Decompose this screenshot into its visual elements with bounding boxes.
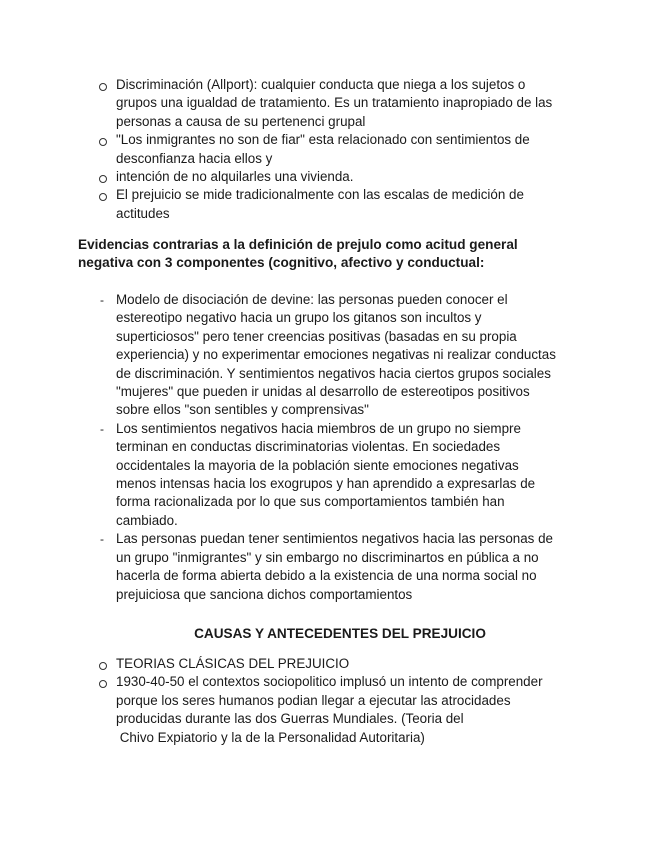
text-line: hacerla de forma abierta debido a la existencia de una norma social no (116, 568, 537, 584)
dash-bullet-icon: - (100, 421, 104, 436)
text-line: Los sentimientos negativos hacia miembros de un grupo no siempre (116, 420, 521, 436)
text-line: cambiado. (116, 512, 178, 528)
text-line: experiencia) y no experimentar emociones negativas ni realizar conductas (116, 347, 556, 363)
section-heading-evidence (78, 236, 578, 273)
section-title-causes: CAUSAS Y ANTECEDENTES DEL PREJUICIO (194, 626, 486, 641)
circle-bullet-icon (97, 132, 109, 151)
list-item (0, 131, 655, 168)
text-line: TEORIAS CLÁSICAS DEL PREJUICIO (116, 656, 350, 671)
text-line: desconfianza hacia ellos y (116, 150, 273, 166)
text-line: "Los inmigrantes no son de fiar" esta relacionado con sentimientos de (116, 132, 530, 148)
dash-list-evidence (0, 291, 655, 604)
text-line: prejuiciosa que sanciona dichos comportamientos (116, 586, 413, 602)
heading-line: Evidencias contrarias a la definición de prejulo como acitud general (78, 237, 518, 252)
heading-line: negativa con 3 componentes (cognitivo, afectivo y conductual: (78, 255, 485, 271)
text-line: Discriminación (Allport): cualquier conducta que niega a los sujetos o (116, 77, 526, 92)
text-line: actitudes (116, 205, 170, 221)
text-line: sobre ellos "son sentibles y comprensivas" (116, 402, 369, 418)
dash-bullet-icon: - (100, 532, 104, 547)
text-line: menos intensas hacia los exogrupos y han aprendido a expresarlas de (116, 476, 536, 492)
text-line: un grupo "inmigrantes" y sin embargo no discriminartos en pública a no (116, 549, 539, 565)
text-line: Las personas puedan tener sentimientos negativos hacia las personas de (116, 531, 553, 547)
list-item (0, 420, 655, 530)
text-line: occidentales la mayoria de la población siente emociones negativas (116, 457, 519, 473)
dash-bullet-icon: - (100, 293, 104, 307)
circle-bullet-icon (97, 169, 109, 188)
text-line: "mujeres" que pueden ir unidas al desarrollo de estereotipos positivos (116, 384, 530, 400)
list-item (0, 673, 655, 747)
text-line: porque los seres humanos podian llegar a ejecutar las atrocidades (116, 692, 511, 708)
text-line: forma racionalizada por lo que sus comportamientos también han (116, 494, 505, 510)
list-item (0, 186, 655, 223)
list-item (0, 168, 655, 186)
text-line: superticiosos" pero tener creencias positivas (basadas en su propia (116, 328, 517, 344)
text-line: grupos una igualdad de tratamiento. Es un tratamiento inapropiado de las (116, 95, 553, 111)
list-item (0, 530, 655, 604)
text-line: de discriminación. Y sentimientos negativos hacia ciertos grupos sociales (116, 365, 551, 381)
text-line: intención de no alquilarles una vivienda. (116, 169, 354, 185)
text-line: Modelo de disociación de devine: las personas pueden conocer el (116, 292, 508, 307)
circle-bullet-icon (97, 656, 109, 675)
circle-bullet-icon (97, 674, 109, 693)
bullet-list-discrimination (0, 76, 655, 223)
text-line: personas a causa de su pertenenci grupal (116, 113, 366, 129)
list-item (0, 291, 655, 420)
text-line: estereotipo negativo hacia un grupo los gitanos son incultos y (116, 310, 482, 326)
text-line: Chivo Expiatorio y la de la Personalidad Autoritaria) (116, 729, 425, 745)
text-line: terminan en conductas discriminatorias violentas. En sociedades (116, 439, 501, 455)
bullet-list-causes (0, 655, 655, 747)
text-line: El prejuicio se mide tradicionalmente con las escalas de medición de (116, 187, 524, 203)
list-item (0, 655, 655, 673)
text-line: 1930-40-50 el contextos sociopolitico implusó un intento de comprender (116, 674, 543, 690)
circle-bullet-icon (97, 77, 109, 96)
circle-bullet-icon (97, 187, 109, 206)
text-line: producidas durante las dos Guerras Mundiales. (Teoria del (116, 711, 464, 727)
list-item (0, 76, 655, 131)
